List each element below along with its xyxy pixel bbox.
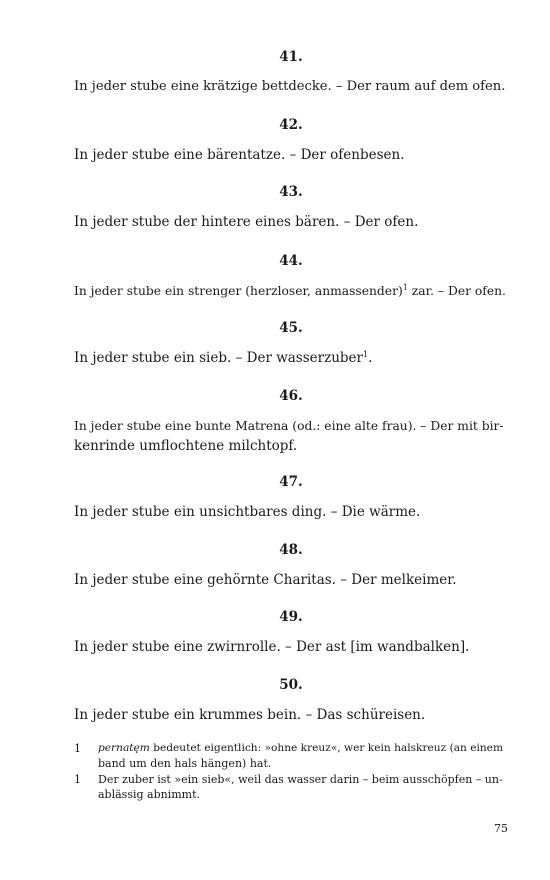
riddle-text	[74, 281, 508, 301]
footnote-reference: 1	[362, 350, 369, 359]
riddle-entry-46	[74, 388, 508, 456]
riddle-number: 50.	[279, 677, 303, 693]
riddle-number: 42.	[279, 117, 303, 133]
riddle-number: 45.	[279, 320, 303, 336]
riddle-entry-49	[74, 609, 508, 657]
riddle-line-part: In jeder stube ein strenger (herzloser, anmassender)	[74, 284, 403, 298]
riddle-entry-48	[74, 542, 508, 590]
book-page	[74, 0, 508, 880]
riddle-line: In jeder stube eine bunte Matrena (od.: eine alte frau). – Der mit bir-	[74, 419, 504, 433]
riddle-number: 48.	[279, 542, 303, 558]
footnote-line	[98, 741, 508, 756]
footnote	[74, 741, 508, 771]
riddle-number: 43.	[279, 184, 303, 200]
riddle-text	[74, 212, 508, 232]
riddle-line-part: .	[368, 350, 373, 366]
riddle-entry-44	[74, 253, 508, 301]
riddle-number: 44.	[279, 253, 303, 269]
riddle-line	[74, 281, 508, 301]
riddle-entry-50	[74, 677, 508, 725]
riddle-line: In jeder stube ein krummes bein. – Das schüreisen.	[74, 707, 426, 723]
riddle-line	[74, 348, 508, 368]
footnote-mark: 1	[74, 773, 81, 786]
riddle-line: In jeder stube eine zwirnrolle. – Der ast [im wandbalken].	[74, 639, 470, 655]
footnote-mark: 1	[74, 742, 81, 755]
footnote-reference: 1	[402, 283, 408, 292]
footnote-line-part: bedeutet eigentlich: »ohne kreuz«, wer kein halskreuz (an einem	[149, 742, 504, 754]
footnote-line: ablässig abnimmt.	[98, 788, 201, 801]
riddle-text	[74, 705, 508, 725]
footnote-line: Der zuber ist »ein sieb«, weil das wasser darin – beim ausschöpfen – un-	[98, 773, 503, 786]
footnotes	[74, 741, 508, 803]
riddle-line-part: zar. – Der ofen.	[407, 284, 506, 298]
riddle-entry-45	[74, 320, 508, 368]
riddle-number: 46.	[279, 388, 303, 404]
riddle-line: In jeder stube eine gehörnte Charitas. – Der melkeimer.	[74, 572, 457, 588]
footnote-line: band um den hals hängen) hat.	[98, 757, 272, 770]
riddle-text	[74, 570, 508, 590]
page-number: 75	[494, 822, 508, 835]
riddle-text	[74, 77, 508, 97]
riddle-entry-43	[74, 184, 508, 232]
riddle-entry-42	[74, 117, 508, 165]
riddle-text	[74, 145, 508, 165]
footnote-italic-term: pernatęm	[98, 742, 150, 754]
riddle-text	[74, 416, 508, 456]
riddle-number: 49.	[279, 609, 303, 625]
riddle-entry-47	[74, 474, 508, 522]
riddle-text	[74, 637, 508, 657]
riddle-line: In jeder stube der hintere eines bären. – Der ofen.	[74, 214, 419, 230]
riddle-number: 41.	[279, 49, 303, 65]
riddle-line: In jeder stube ein unsichtbares ding. – Die wärme.	[74, 504, 421, 520]
riddle-line-part: In jeder stube ein sieb. – Der wasserzuber	[74, 350, 363, 366]
riddle-text	[74, 502, 508, 522]
riddle-line: In jeder stube eine bärentatze. – Der ofenbesen.	[74, 147, 405, 163]
riddle-line: In jeder stube eine krätzige bettdecke. – Der raum auf dem ofen.	[74, 79, 506, 94]
riddle-text	[74, 348, 508, 368]
footnote	[74, 772, 508, 802]
riddle-number: 47.	[279, 474, 303, 490]
riddle-entry-41	[74, 49, 508, 97]
riddle-line: kenrinde umflochtene milchtopf.	[74, 438, 298, 454]
